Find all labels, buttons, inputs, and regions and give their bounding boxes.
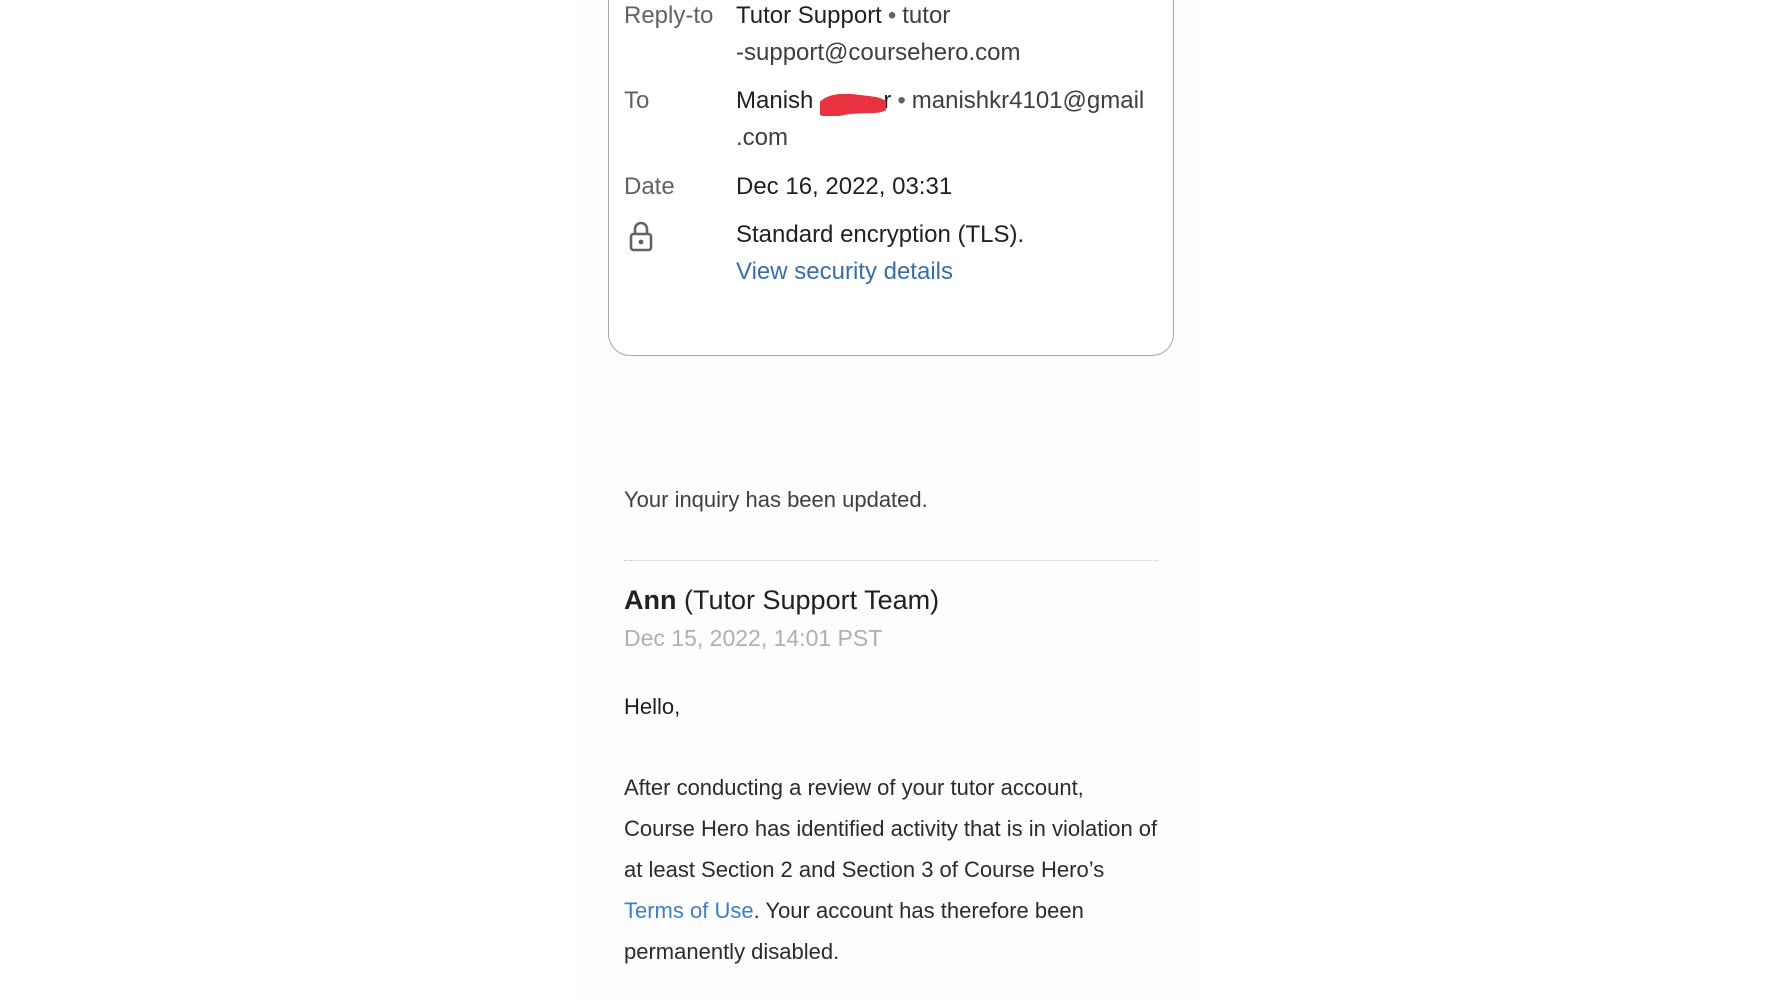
to-value[interactable] bbox=[736, 82, 1156, 156]
message-paragraph bbox=[624, 767, 1158, 972]
reply-to-value[interactable] bbox=[736, 0, 1156, 71]
email-body bbox=[624, 480, 1158, 972]
security-value bbox=[736, 216, 1156, 290]
reply-to-email-part1: tutor bbox=[902, 2, 951, 29]
reply-timestamp: Dec 15, 2022, 14:01 PST bbox=[624, 625, 883, 651]
to-email-part1: manishkr4101@gmail bbox=[911, 87, 1145, 114]
to-email-part2: .com bbox=[736, 124, 789, 151]
view-security-details-link[interactable]: View security details bbox=[736, 258, 953, 285]
message-details-card bbox=[608, 0, 1174, 356]
to-name-tail: r bbox=[883, 87, 892, 114]
date-label: Date bbox=[624, 173, 675, 200]
to-separator: • bbox=[897, 87, 906, 114]
paragraph-text-before-link: After conducting a review of your tutor account, Course Hero has identified activity that is in violation of at least Section 2 and Section 3 of Course Hero’s bbox=[624, 775, 1158, 882]
red-scribble-redaction bbox=[820, 94, 886, 116]
author-name: Ann bbox=[624, 585, 677, 615]
reply-to-name: Tutor Support bbox=[736, 2, 882, 29]
reply-to-email-part2: -support@coursehero.com bbox=[736, 39, 1021, 66]
to-label: To bbox=[624, 87, 650, 114]
author-team: (Tutor Support Team) bbox=[684, 585, 940, 615]
dotted-divider bbox=[624, 560, 1158, 561]
reply-to-separator: • bbox=[887, 2, 897, 29]
lock-icon bbox=[627, 220, 655, 252]
reply-author bbox=[624, 581, 1158, 619]
date-value: Dec 16, 2022, 03:31 bbox=[736, 173, 953, 200]
encryption-text: Standard encryption (TLS). bbox=[736, 221, 1025, 248]
to-name: Manish bbox=[736, 87, 814, 114]
greeting: Hello, bbox=[624, 694, 681, 719]
reply-to-label: Reply-to bbox=[624, 2, 714, 29]
inquiry-status-line: Your inquiry has been updated. bbox=[624, 487, 928, 512]
terms-of-use-link[interactable]: Terms of Use bbox=[624, 898, 754, 923]
paragraph-text-after-link: . Your account has therefore been permanently disabled. bbox=[624, 898, 1084, 964]
